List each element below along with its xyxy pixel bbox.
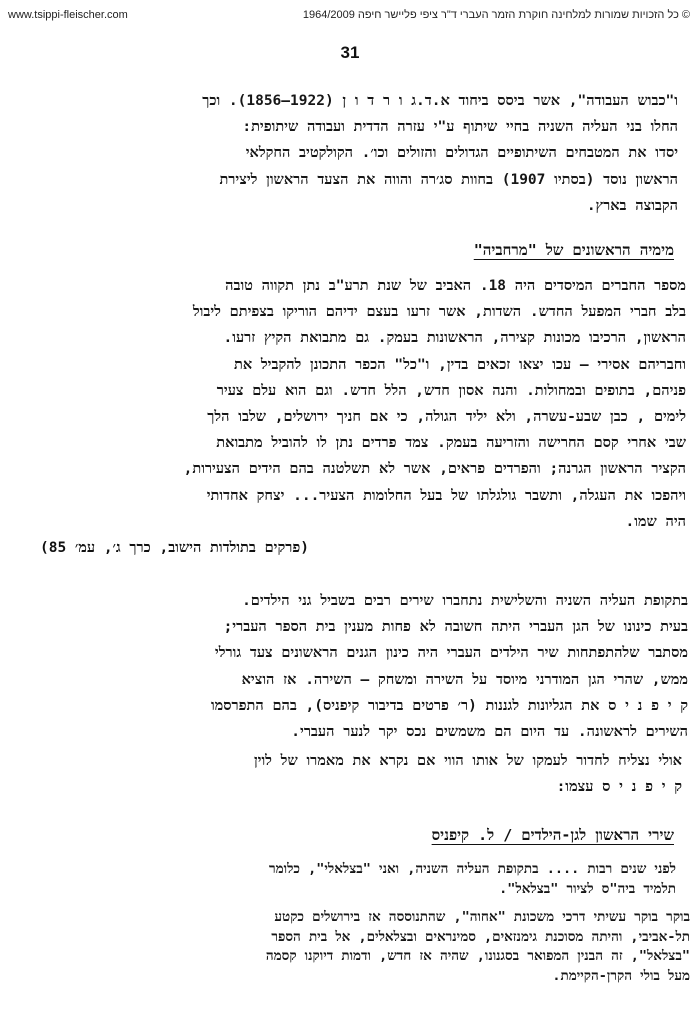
text-line: השירים לראשונה. עד היום הם משמשים נכס יקר לנער העברי. xyxy=(291,724,688,741)
text-line: ו"כבוש העבודה", אשר ביסס ביחוד א.ד.ג ו ר ד ו ן (1922–1856). וכך xyxy=(202,93,678,109)
section-heading: שירי הראשון לגן-הילדים / ל. קיפניס xyxy=(431,826,674,844)
text-line: החלו בני העליה השניה בחיי שיתוף ע"י עזרה הדדית ועבודה שיתופית: xyxy=(242,119,678,136)
text-line: היה שמו. xyxy=(625,513,686,530)
source-citation: (פרקים בתולדות הישוב, כרך ג׳, עמ׳ 85) xyxy=(40,540,309,556)
text-line: מספר החברים המיסדים היה 18. האביב של שנת תרע"ב נתן תקווה טובה xyxy=(225,278,686,294)
text-line: בעית כינונו של הגן העברי היתה חשובה לא פחות מענין בית הספר העברי; xyxy=(223,619,688,636)
text-line: אולי נצליח לחדור לעמקו של אותו הווי אם נקרא את מאמרו של לוין xyxy=(253,753,682,769)
text-line: וחבריהם אסירי – עכו יצאו זכאים בדין, ו"כל" הכפר התכונן להקביל את xyxy=(233,356,686,373)
site-url[interactable]: www.tsippi-fleischer.com xyxy=(8,9,128,21)
text-line: תל-אביבי, והיתה מסוכנת גימנזאים, סמינראים ובצלאלים, אל בית הספר xyxy=(271,928,690,945)
text-line: הקבוצה בארץ. xyxy=(586,197,678,214)
text-line: בוקר בוקר עשיתי דרכי משכונת "אחוה", שהתנוססה אז בירושלים כקטע xyxy=(274,909,690,925)
text-line: הראשון נוסד (בסתיו 1907) בחוות סג׳רה והווה את הצעד הראשון ליצירת xyxy=(219,171,678,188)
text-line: לפני שנים רבות .... בתקופת העליה השניה, ואני "בצלאלי", כלומר xyxy=(268,861,676,877)
text-line: הראשון, הרכיבו מכונות קצירה, הראשונות בעמק. גם מתבואת הקיץ זרעו. xyxy=(223,330,686,347)
kipnis-intro-paragraph xyxy=(66,748,682,800)
section-heading: מימיה הראשונים של "מרחביה" xyxy=(473,241,674,259)
text-line: מסתבר שלהתפתחות שיר הילדים העברי היה כינון הגנים הראשונים צעד גורלי xyxy=(214,645,688,662)
text-line: בתקופת העליה השניה והשלישית נתחברו שירים רבים בשביל גני הילדים. xyxy=(242,593,688,609)
text-line: לימים , כבן שבע-עשרה, ולא יליד הגולה, כי אם חניך ירושלים, שלבו הלך xyxy=(207,409,686,426)
text-line: יסדו את המטבחים השיתופיים הגדולים והזולים וכו׳. הקולקטיב החקלאי xyxy=(245,145,678,162)
text-line: בלב חברי המפעל החדש. השדות, אשר זרעו בעצם ידיהם הוריקו בצפיתם ליבול xyxy=(192,304,686,321)
kipnis-quote-paragraph xyxy=(60,860,676,899)
text-line: מעל בולי הקרן-הקיימת. xyxy=(552,967,690,984)
kipnis-quote-paragraph-2 xyxy=(60,908,690,986)
intro-paragraph xyxy=(62,88,678,219)
copyright-notice: © כל הזכויות שמורות למלחינה חוקרת הזמר העברי ד"ר ציפי פליישר חיפה 1964/2009 xyxy=(302,9,690,21)
text-line: ויהפכו את העגלה, ותשבר גולגלתו של בעל החלומות הצעיר... יצחק אחדותי xyxy=(206,487,686,504)
text-line: ק י פ נ י ס את הגליונות לגננות (ר׳ פרטים בדיבור קיפניס), בהם התפרסמו xyxy=(210,697,688,714)
text-line: פניהם, בתופים ובמחולות. והנה אסון חדש, הלל חדש. וגם הוא עלם צעיר xyxy=(216,382,686,399)
text-line: ממש, שהרי הגן המודרני מיוסד על השירה ומשחק – השירה. אז הוציא xyxy=(241,671,688,688)
text-line: הקציר הראשון הגרנה; והפרדים פראים, אשר לא תשלטנה בהם הידים הצעירות, xyxy=(183,461,686,478)
text-line: "בצלאל", זה הבנין המפואר בסגנונו, שהיה אז חדש, ודמות דיוקנו קסמה xyxy=(265,948,690,964)
merhavia-paragraph xyxy=(22,273,686,535)
text-line: ק י פ נ י ס עצמו: xyxy=(556,779,682,796)
text-line: תלמיד ביה"ס לציור "בצלאל". xyxy=(499,880,676,897)
kindergarten-paragraph xyxy=(14,588,688,745)
text-line: שבי אחרי קסם החרישה והזריעה בעמק. צמד פרדים נתן לו להוביל מתבואת xyxy=(216,435,686,452)
page-number: 31 xyxy=(340,43,360,62)
